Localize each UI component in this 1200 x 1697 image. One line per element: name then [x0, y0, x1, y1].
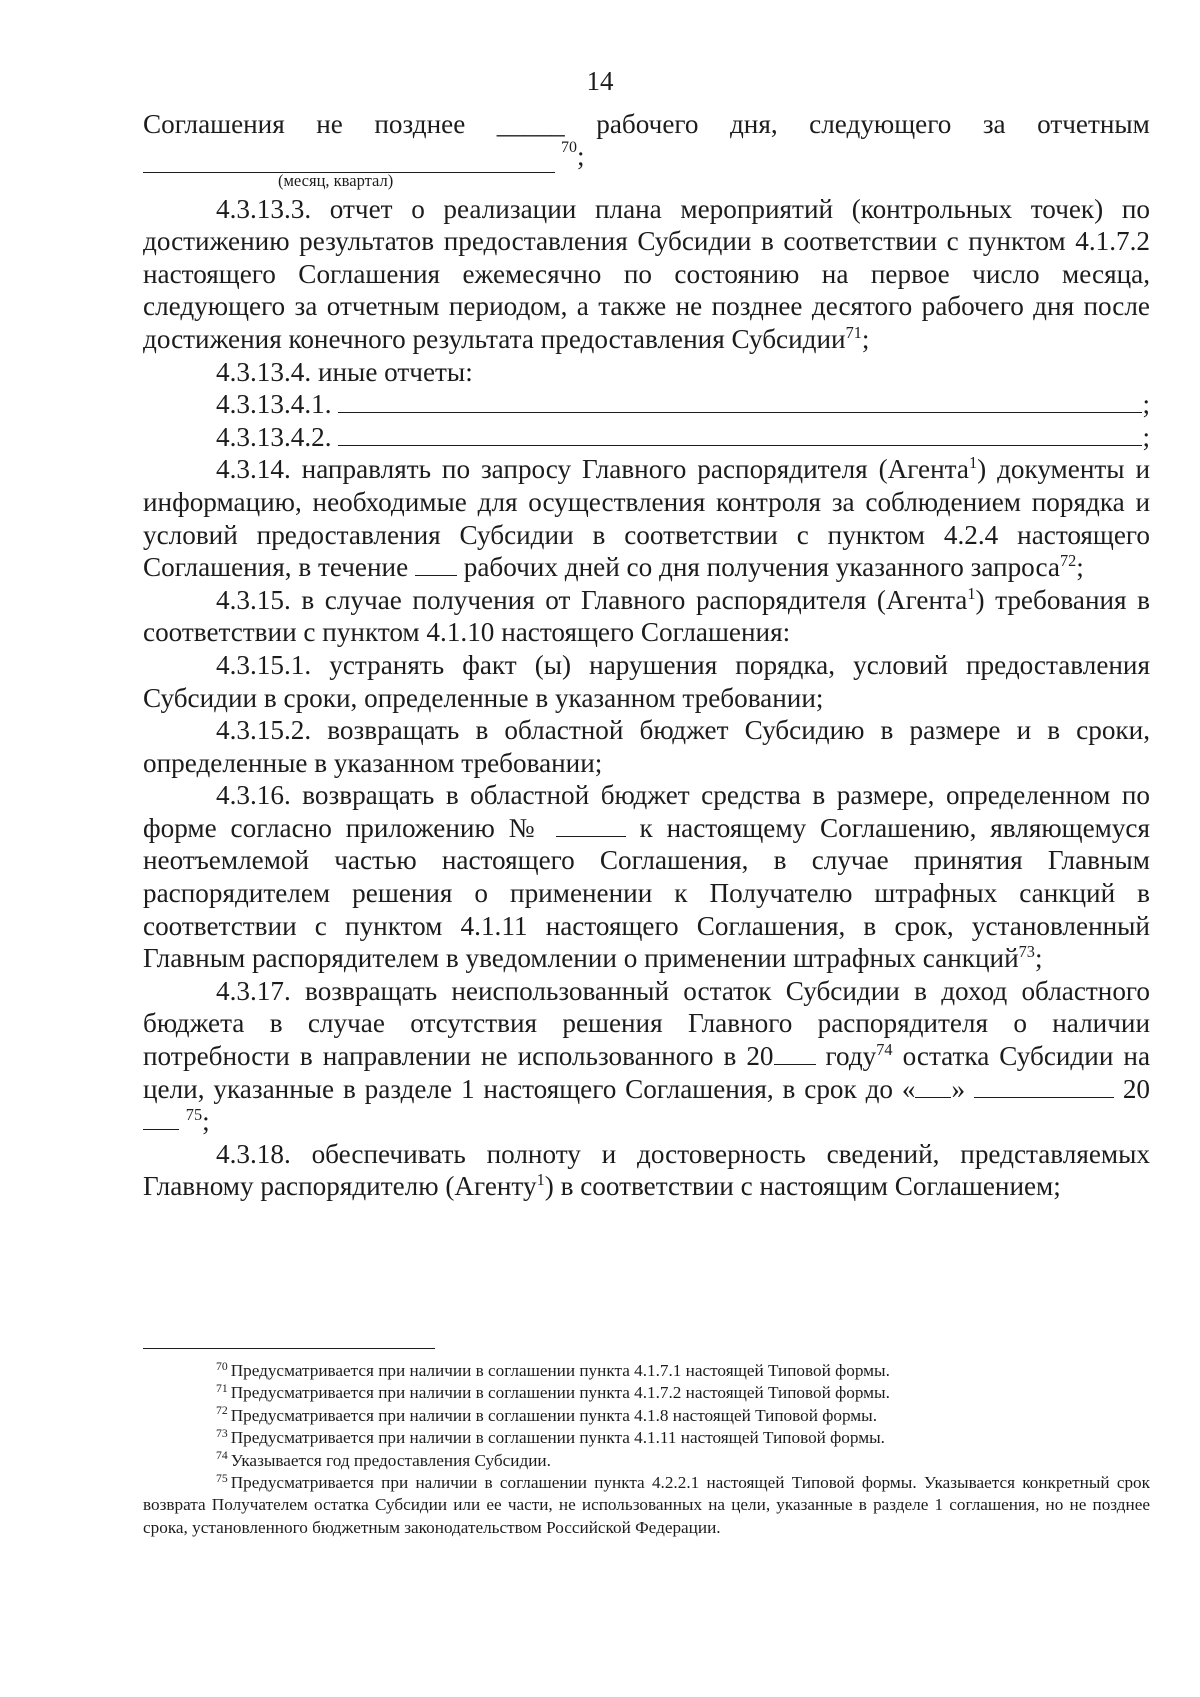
clause-4-3-15-2: 4.3.15.2. возвращать в областной бюджет Субсидию в размере и в сроки, определенные в указанном требовании;: [143, 715, 1150, 778]
clause-4-3-13-4-1: 4.3.13.4.1. ;: [216, 389, 1150, 420]
footnote: $^{72}$ Предусматривается при наличии в соглашении пункта 4.1.8 настоящей Типовой формы.: [216, 1404, 877, 1425]
period-blank: [143, 150, 555, 173]
footnote-ref: 73: [1018, 942, 1035, 962]
footnote: $^{73}$ Предусматривается при наличии в соглашении пункта 4.1.11 настоящей Типовой формы.: [216, 1426, 885, 1448]
word: не: [316, 109, 343, 139]
clause-4-3-13-3: 4.3.13.3. отчет о реализации плана мероприятий (контрольных точек) по достижению результатов предоставления Субсидии в соответствии с пунктом 4.1.7.2 настоящего Соглашения ежемесячно по состоянию на первое число месяца, следующего за отчетным периодом, а также не позднее десятого рабочего дня после достижения конечного результата предоставления Субсидии$^{71}$;: [143, 193, 1150, 354]
footnote: $^{71}$ Предусматривается при наличии в соглашении пункта 4.1.7.2 настоящей Типовой формы.: [216, 1381, 890, 1403]
agreement-deadline-line: [143, 108, 1150, 141]
word: за: [982, 109, 1006, 139]
days-blank: _____: [496, 109, 565, 139]
page-number: 14: [586, 66, 614, 96]
footnote-separator: [143, 1348, 435, 1349]
clause-4-3-13-4-2: 4.3.13.4.2. ;: [216, 421, 1150, 452]
word: дня,: [729, 109, 778, 139]
footnote-ref: 70: [561, 139, 577, 156]
reporting-period-line: [143, 141, 1150, 173]
year-blank: [774, 1040, 816, 1065]
word: позднее: [374, 109, 466, 139]
footnote-ref: 74: [876, 1039, 893, 1059]
word: отчетным: [1037, 109, 1150, 139]
footnote: $^{70}$ Предусматривается при наличии в соглашении пункта 4.1.7.1 настоящей Типовой формы.: [216, 1359, 890, 1380]
footnote: $^{75}$ Предусматривается при наличии в соглашении пункта 4.2.2.1 настоящей Типовой формы. Указывается конкретный срок возврата Получателем остатка Субсидии или ее части, не использованных на цели, указанные в разделе 1 соглашения, но не позднее срока, установленного бюджетным законодательством Российской Федерации.: [143, 1471, 1150, 1537]
appendix-number-blank: [556, 812, 626, 837]
word: рабочего: [596, 109, 699, 139]
footnote-ref: 72: [1059, 551, 1077, 571]
year-blank: [143, 1105, 179, 1130]
month-blank: [974, 1073, 1114, 1098]
footnote-ref: 1: [967, 583, 976, 603]
document-body: [143, 108, 1150, 1203]
blank-line: [338, 421, 1143, 446]
footnotes: [143, 1360, 1150, 1539]
footnote-ref: 71: [845, 322, 862, 342]
days-blank: [415, 551, 457, 576]
clause-4-3-17: 4.3.17. возвращать неиспользованный остаток Субсидии в доход областного бюджета в случае отсутствия решения Главного распорядителя о наличии потребности в направлении не использованного в 20 году$^{74}$ остатка Субсидии на цели, указанные в разделе 1 настоящего Соглашения, в срок до « » 20 $^{75}$;: [143, 975, 1151, 1137]
day-blank: [915, 1073, 951, 1098]
footnote-ref: 75: [185, 1105, 203, 1125]
clause-4-3-18: 4.3.18. обеспечивать полноту и достоверность сведений, представляемых Главному распорядителю (Агенту$^1$) в соответствии с настоящим Соглашением;: [143, 1138, 1150, 1202]
footnote-ref: 1: [536, 1170, 545, 1190]
footnote-ref: 1: [968, 453, 978, 473]
blank-line: [338, 388, 1143, 413]
footnote: $^{74}$ Указывается год предоставления Субсидии.: [216, 1449, 551, 1470]
clause-4-3-16: 4.3.16. возвращать в областной бюджет средства в размере, определенном по форме согласно приложению № к настоящему Соглашению, являющемуся неотъемлемой частью настоящего Соглашения, в случае принятия Главным распорядителем решения о применении к Получателю штрафных санкций в соответствии с пунктом 4.1.11 настоящего Соглашения, в срок, установленный Главным распорядителем в уведомлении о применении штрафных санкций$^{73}$;: [143, 780, 1151, 974]
period-caption: (месяц, квартал): [278, 170, 394, 190]
word: Соглашения: [143, 109, 285, 139]
word: следующего: [809, 109, 952, 139]
semicolon: ;: [577, 141, 585, 171]
clause-4-3-15-1: 4.3.15.1. устранять факт (ы) нарушения порядка, условий предоставления Субсидии в сроки, определенные в указанном требовании;: [143, 649, 1150, 713]
clause-4-3-13-4: 4.3.13.4. иные отчеты:: [216, 356, 473, 387]
clause-4-3-15: 4.3.15. в случае получения от Главного распорядителя (Агента$^1$) требования в соответствии с пунктом 4.1.10 настоящего Соглашения:: [143, 583, 1150, 648]
clause-4-3-14: 4.3.14. направлять по запросу Главного распорядителя (Агента$^1$) документы и информацию, необходимые для осуществления контроля за соблюдением порядка и условий предоставления Субсидии в соответствии с пунктом 4.2.4 настоящего Соглашения, в течение рабочих дней со дня получения указанного запроса$^{72}$;: [143, 453, 1150, 583]
